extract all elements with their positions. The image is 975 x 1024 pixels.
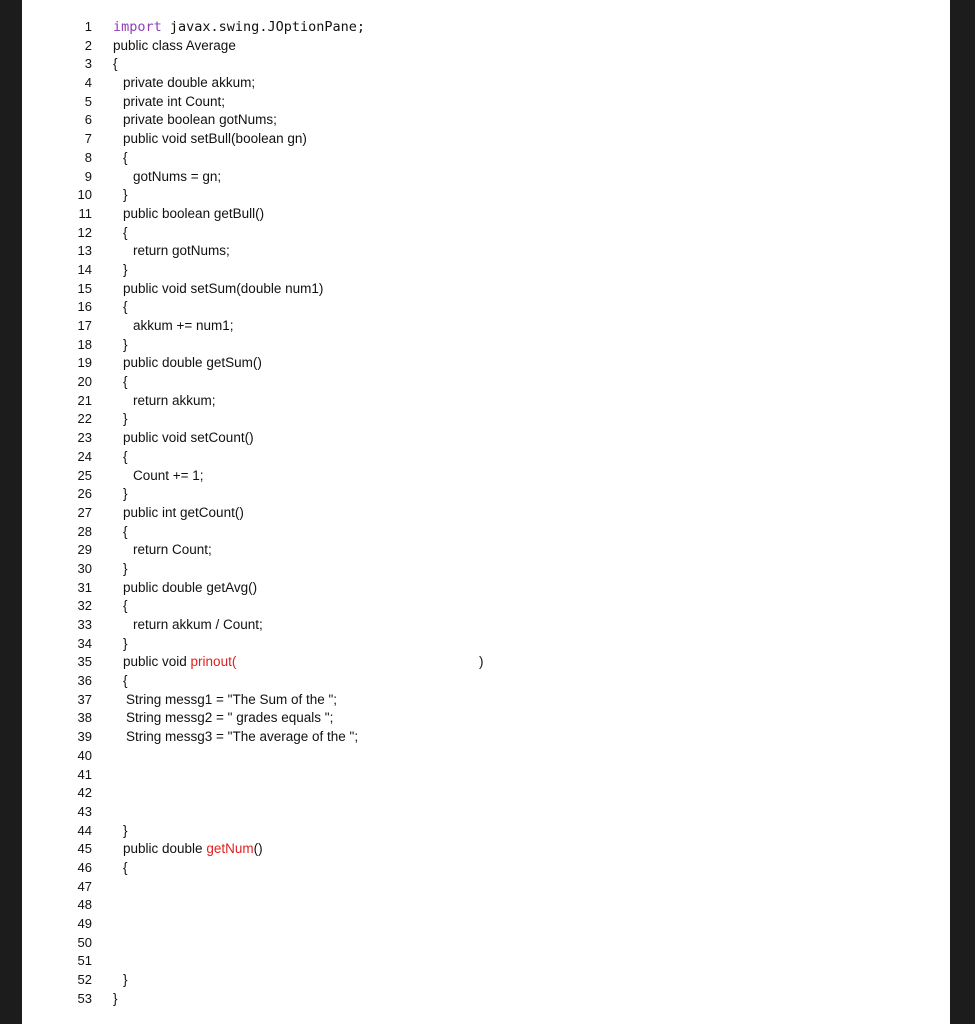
line-number: 23: [77, 430, 92, 446]
code-token: {: [123, 224, 128, 240]
line-number: 50: [77, 934, 92, 950]
code-text: [113, 990, 118, 1009]
code-text: [133, 392, 216, 411]
code-line: [22, 952, 950, 971]
line-number: 39: [77, 729, 92, 745]
closing-paren: ): [479, 654, 484, 670]
code-token: {: [123, 523, 128, 539]
code-line: [22, 691, 950, 710]
code-token: }: [123, 261, 128, 277]
code-line: [22, 709, 950, 728]
code-token: public void setSum(double num1): [123, 280, 324, 296]
code-text: [123, 298, 128, 317]
highlighted-token: getNum: [206, 841, 254, 857]
line-number: 52: [77, 972, 92, 988]
code-text: [123, 149, 128, 168]
code-line: [22, 859, 950, 878]
code-text: [123, 579, 257, 598]
code-line: [22, 934, 950, 953]
line-number: 27: [77, 504, 92, 520]
code-token: public double getSum(): [123, 355, 262, 371]
code-text: [133, 242, 230, 261]
line-number: 2: [84, 37, 92, 53]
line-number: 42: [77, 785, 92, 801]
line-number: 25: [77, 467, 92, 483]
line-number: 35: [77, 654, 92, 670]
line-number: 51: [77, 953, 92, 969]
code-token: private int Count;: [123, 93, 226, 109]
line-number: 31: [77, 579, 92, 595]
code-token: public double: [123, 841, 207, 857]
code-line: [22, 93, 950, 112]
code-token: public void: [123, 654, 191, 670]
line-number: 22: [77, 411, 92, 427]
code-line: [22, 280, 950, 299]
line-number: 43: [77, 803, 92, 819]
code-line: [22, 635, 950, 654]
code-text: [113, 55, 118, 74]
code-line: [22, 149, 950, 168]
line-number: 9: [84, 168, 92, 184]
code-token: }: [123, 972, 128, 988]
code-line: [22, 840, 950, 859]
code-line: [22, 896, 950, 915]
code-text: [126, 728, 358, 747]
line-number: 40: [77, 747, 92, 763]
code-line: [22, 878, 950, 897]
code-token: public boolean getBull(): [123, 205, 265, 221]
code-text: [113, 18, 365, 37]
line-number: 17: [77, 318, 92, 333]
line-number: 26: [77, 486, 92, 502]
line-number: 3: [84, 56, 92, 72]
line-number: 11: [78, 205, 92, 221]
line-number: 37: [77, 691, 92, 707]
code-line: [22, 18, 950, 37]
code-line: [22, 579, 950, 598]
code-text: [133, 168, 221, 187]
code-text: [126, 709, 333, 728]
line-number: 20: [77, 374, 92, 390]
line-number: 8: [84, 149, 92, 165]
code-text: [123, 523, 128, 542]
code-token: Count += 1;: [133, 467, 204, 483]
code-token: }: [123, 187, 128, 203]
code-line: [22, 728, 950, 747]
code-listing: [22, 18, 950, 1008]
code-text: [133, 541, 212, 560]
code-text: [113, 37, 236, 56]
line-number: 46: [77, 859, 92, 875]
code-text: [123, 336, 128, 355]
code-token: public void setCount(): [123, 430, 254, 446]
line-number: 6: [84, 112, 92, 128]
code-token: }: [123, 560, 128, 576]
code-line: [22, 168, 950, 187]
code-line: [22, 298, 950, 317]
code-token: {: [123, 859, 128, 875]
code-line: [22, 560, 950, 579]
code-line: [22, 672, 950, 691]
code-token: {: [123, 448, 128, 464]
code-token: public double getAvg(): [123, 579, 258, 595]
code-token: {: [123, 149, 128, 165]
line-number: 49: [77, 916, 92, 931]
code-text: [123, 971, 128, 990]
line-number: 21: [77, 392, 92, 408]
line-number: 47: [77, 878, 92, 894]
code-line: [22, 242, 950, 261]
code-line: [22, 392, 950, 411]
code-token: return akkum;: [133, 392, 216, 408]
code-text: [123, 653, 236, 672]
code-token: }: [123, 822, 128, 838]
code-text: [123, 261, 128, 280]
code-line: [22, 504, 950, 523]
import-keyword: import: [113, 19, 162, 35]
code-text: [123, 429, 254, 448]
code-token: }: [113, 990, 118, 1006]
code-document: [22, 0, 950, 1024]
code-text: [123, 822, 128, 841]
code-token: akkum += num1;: [133, 318, 234, 333]
line-number: 13: [77, 243, 92, 259]
code-token: public class Average: [113, 37, 236, 53]
code-line: [22, 111, 950, 130]
line-number: 34: [77, 635, 92, 651]
code-token: {: [123, 598, 128, 614]
line-number: 15: [77, 280, 92, 296]
code-text: [123, 672, 128, 691]
code-token: private double akkum;: [123, 75, 256, 91]
line-number: 1: [84, 19, 92, 34]
code-text: [123, 448, 128, 467]
code-line: [22, 822, 950, 841]
code-token: String messg2 = " grades equals ";: [126, 710, 334, 726]
line-number: 45: [77, 841, 92, 857]
line-number: 5: [84, 93, 92, 109]
code-text: [123, 280, 323, 299]
line-number: 53: [77, 990, 92, 1006]
code-text: [126, 691, 337, 710]
code-line: [22, 37, 950, 56]
code-line: [22, 74, 950, 93]
code-token: javax.swing.JOptionPane;: [161, 19, 365, 35]
code-line: [22, 541, 950, 560]
code-text: [123, 111, 277, 130]
code-text: [123, 504, 244, 523]
code-line: [22, 915, 950, 934]
code-line: [22, 55, 950, 74]
code-line: [22, 784, 950, 803]
line-number: 28: [77, 523, 92, 539]
line-number: 44: [77, 822, 92, 838]
code-text: [123, 224, 128, 243]
code-text: [133, 467, 204, 486]
code-text: [123, 560, 128, 579]
code-token: {: [123, 299, 128, 315]
code-text: [123, 130, 307, 149]
code-token: public int getCount(): [123, 504, 244, 520]
code-line: [22, 653, 950, 672]
code-token: return Count;: [133, 542, 212, 558]
code-line: [22, 429, 950, 448]
code-text: [123, 74, 255, 93]
line-number: 24: [77, 448, 92, 464]
code-line: [22, 317, 950, 336]
code-token: {: [123, 374, 128, 390]
line-number: 38: [77, 710, 92, 726]
code-line: [22, 616, 950, 635]
code-token: return akkum / Count;: [133, 617, 263, 632]
code-text: [123, 410, 128, 429]
code-token: return gotNums;: [133, 243, 230, 259]
code-text: [123, 186, 128, 205]
code-line: [22, 523, 950, 542]
line-number: 48: [77, 897, 92, 913]
code-line: [22, 336, 950, 355]
code-token: private boolean gotNums;: [123, 112, 277, 128]
code-line: [22, 205, 950, 224]
line-number: 7: [84, 131, 92, 147]
code-token: }: [123, 411, 128, 427]
code-line: [22, 467, 950, 486]
code-text: [123, 597, 128, 616]
code-text: [123, 354, 262, 373]
line-number: 19: [77, 355, 92, 371]
line-number: 36: [77, 673, 92, 689]
code-token: {: [113, 56, 118, 72]
highlighted-token: prinout(: [190, 654, 237, 670]
code-line: [22, 803, 950, 822]
line-number: 16: [77, 299, 92, 315]
code-line: [22, 130, 950, 149]
code-line: [22, 410, 950, 429]
line-number: 4: [84, 75, 92, 91]
line-number: 30: [77, 560, 92, 576]
code-line: [22, 766, 950, 785]
code-line: [22, 224, 950, 243]
code-line: [22, 485, 950, 504]
code-text: [123, 859, 128, 878]
line-number: 18: [77, 336, 92, 352]
code-text: [123, 93, 225, 112]
code-token: (): [253, 841, 263, 857]
line-number: 33: [77, 617, 92, 632]
code-line: [22, 990, 950, 1009]
code-token: }: [123, 336, 128, 352]
code-text: [133, 616, 263, 635]
code-token: String messg3 = "The average of the ";: [126, 729, 359, 745]
code-token: {: [123, 673, 128, 689]
code-text: [123, 840, 263, 859]
line-number: 32: [77, 598, 92, 614]
code-line: [22, 971, 950, 990]
code-line: [22, 448, 950, 467]
code-line: [22, 747, 950, 766]
line-number: 41: [77, 766, 92, 782]
code-text: [123, 373, 128, 392]
code-text: [133, 317, 234, 336]
line-number: 29: [77, 542, 92, 558]
code-text: [123, 635, 128, 654]
code-line: [22, 186, 950, 205]
line-number: 10: [77, 187, 92, 203]
code-line: [22, 354, 950, 373]
code-token: gotNums = gn;: [133, 168, 222, 184]
line-number: 14: [77, 261, 92, 277]
code-token: String messg1 = "The Sum of the ";: [126, 691, 338, 707]
code-text: [123, 205, 264, 224]
code-text: [123, 485, 128, 504]
code-token: }: [123, 486, 128, 502]
line-number: 12: [77, 224, 92, 240]
code-line: [22, 261, 950, 280]
code-line: [22, 373, 950, 392]
code-token: }: [123, 635, 128, 651]
code-line: [22, 597, 950, 616]
code-token: public void setBull(boolean gn): [123, 131, 307, 147]
